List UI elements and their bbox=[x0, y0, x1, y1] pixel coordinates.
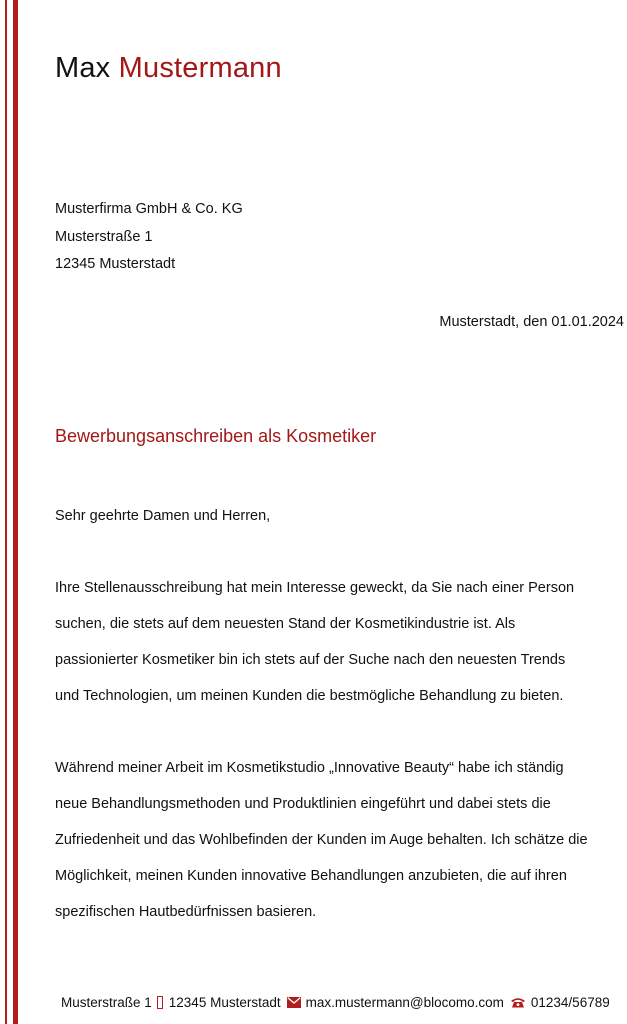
body-paragraph-1 bbox=[55, 570, 625, 714]
body-paragraph-2 bbox=[55, 750, 625, 930]
footer-street: Musterstraße 1 bbox=[61, 995, 152, 1010]
recipient-company: Musterfirma GmbH & Co. KG bbox=[55, 201, 243, 217]
recipient-city: 12345 Musterstadt bbox=[55, 256, 176, 272]
footer-phone[interactable]: 01234/56789 bbox=[530, 995, 610, 1010]
paragraph-line: passionierter Kosmetiker bin ich stets auf der Suche nach den neuesten Trends bbox=[55, 652, 566, 668]
mail-icon bbox=[287, 997, 301, 1008]
phone-icon bbox=[510, 997, 526, 1008]
applicant-name bbox=[55, 52, 282, 85]
paragraph-line: spezifischen Hautbedürfnissen basieren. bbox=[55, 904, 317, 920]
footer-contact bbox=[61, 995, 610, 1010]
paragraph-line: Zufriedenheit und das Wohlbefinden der Kunden im Auge behalten. Ich schätze die bbox=[55, 832, 588, 848]
footer-email[interactable]: max.mustermann@blocomo.com bbox=[305, 995, 504, 1010]
paragraph-line: Möglichkeit, meinen Kunden innovative Behandlungen anzubieten, die auf ihren bbox=[55, 868, 567, 884]
date-line: Musterstadt, den 01.01.2024 bbox=[439, 314, 624, 330]
decorative-left-rule-thick bbox=[13, 0, 18, 1024]
recipient-address bbox=[55, 196, 243, 279]
recipient-street: Musterstraße 1 bbox=[55, 228, 153, 245]
address-separator-icon bbox=[157, 996, 163, 1009]
paragraph-line: Während meiner Arbeit im Kosmetikstudio „Innovative Beauty“ habe ich ständig bbox=[55, 760, 564, 776]
salutation: Sehr geehrte Damen und Herren, bbox=[55, 508, 271, 524]
applicant-first-name: Max bbox=[55, 52, 111, 84]
letter-subject: Bewerbungsanschreiben als Kosmetiker bbox=[55, 426, 377, 446]
paragraph-line: neue Behandlungsmethoden und Produktlinien eingeführt und dabei stets die bbox=[55, 796, 551, 812]
footer-city: 12345 Musterstadt bbox=[168, 995, 281, 1010]
paragraph-line: Ihre Stellenausschreibung hat mein Interesse geweckt, da Sie nach einer Person bbox=[55, 580, 575, 596]
paragraph-line: und Technologien, um meinen Kunden die bestmögliche Behandlung zu bieten. bbox=[55, 688, 564, 704]
paragraph-line: suchen, die stets auf dem neuesten Stand der Kosmetikindustrie ist. Als bbox=[55, 616, 516, 632]
decorative-left-rule-thin bbox=[5, 0, 7, 1024]
applicant-last-name: Mustermann bbox=[118, 52, 282, 84]
